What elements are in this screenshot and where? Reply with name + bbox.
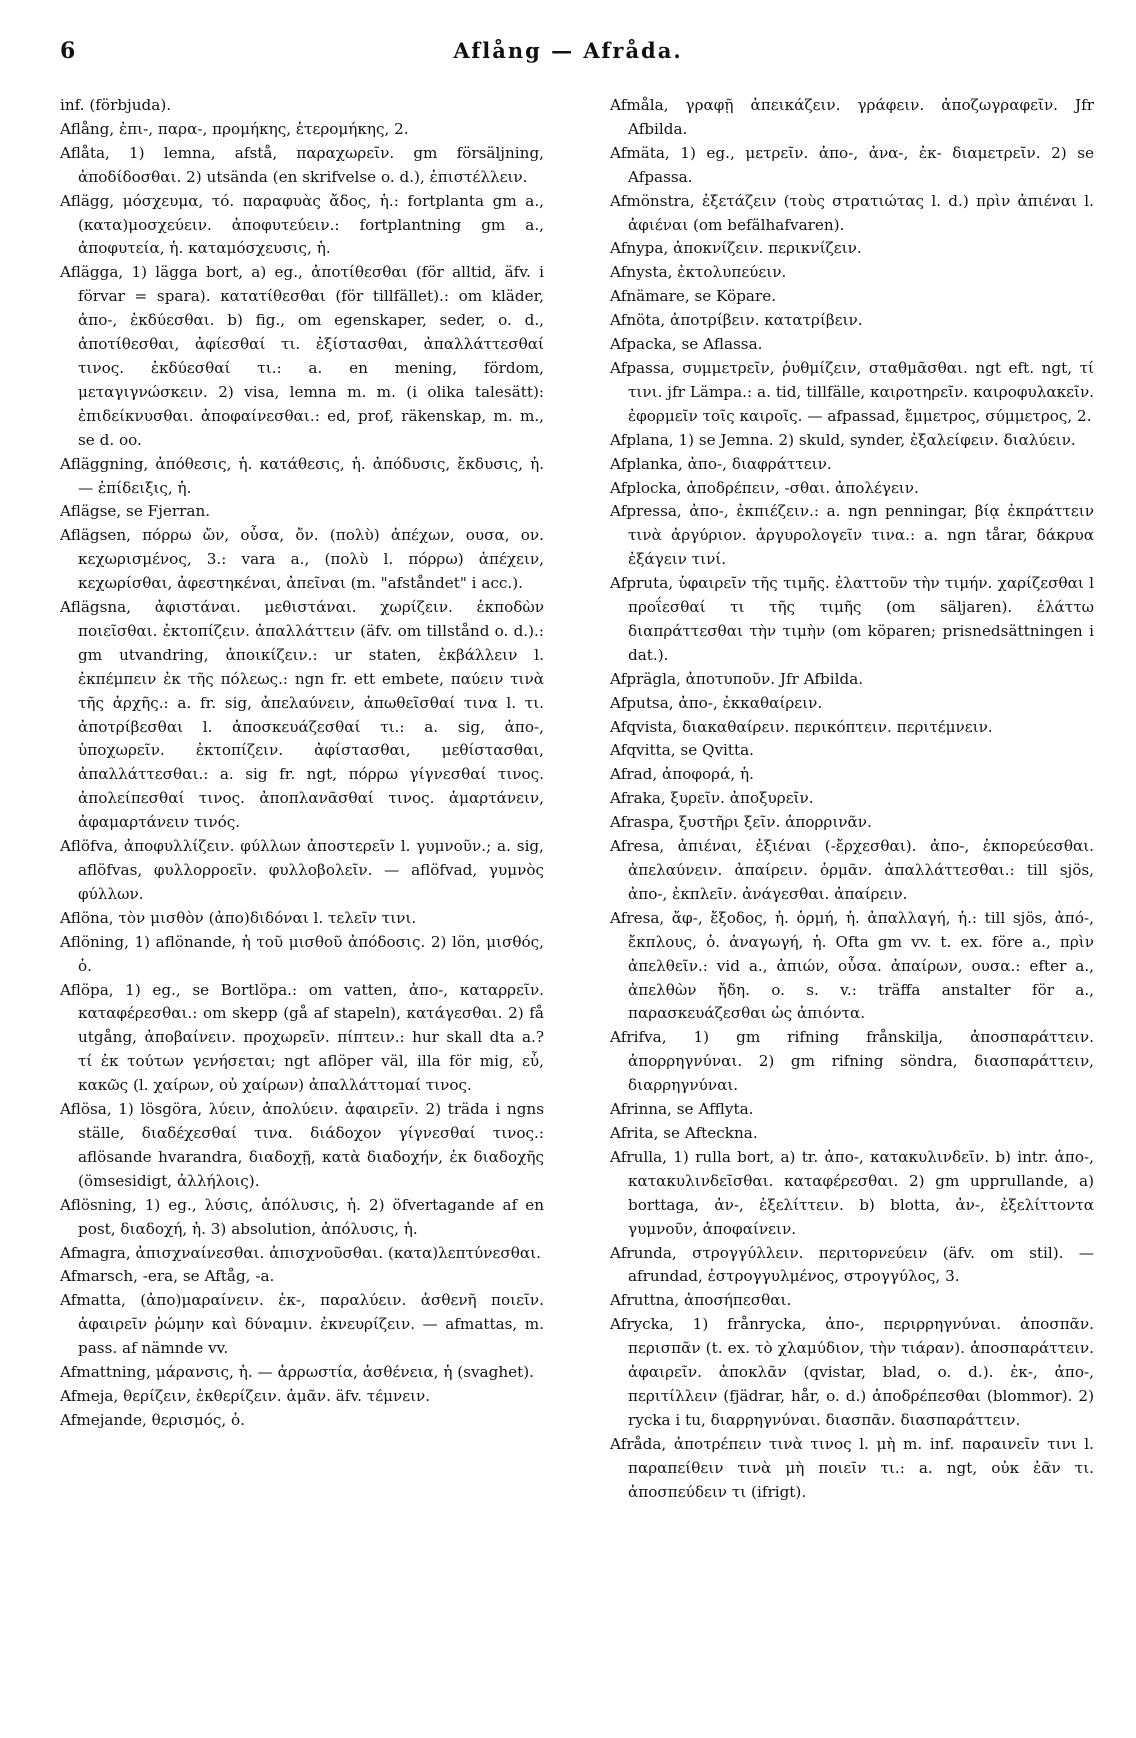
- page-number: 6: [60, 38, 76, 64]
- entry: Aflöfva, ἀποφυλλίζειν. φύλλων ἀποστερεῖν l. γυμνοῦν.; a. sig, aflöfvas, φυλλορροεῖν. φυλλοβολεῖν. — aflöfvad, γυμνὸς φύλλων.: [60, 837, 544, 903]
- entry: Afmattning, μάρανσις, ἡ. — ἀρρωστία, ἀσθένεια, ἡ (svaghet).: [60, 1363, 534, 1382]
- entry: Afqvitta, se Qvitta.: [610, 741, 754, 760]
- entry: Afnypa, ἀποκνίζειν. περικνίζειν.: [610, 239, 862, 258]
- entry: Afmarsch, -era, se Aftåg, -a.: [60, 1267, 275, 1286]
- left-column: [60, 94, 544, 1433]
- entry: Aflång, ἐπι-, παρα-, προμήκης, ἑτερομήκης, 2.: [60, 119, 409, 138]
- page-header: [60, 38, 1076, 68]
- entry: Afrad, ἀποφορά, ἡ.: [610, 765, 754, 784]
- entry: Afruttna, ἀποσήπεσθαι.: [610, 1291, 792, 1310]
- entry: Afmönstra, ἐξετάζειν (τοὺς στρατιώτας l. d.) πρὶν ἀπιέναι l. ἀφιέναι (om befälhafvaren).: [610, 191, 1094, 234]
- entry: Aflägsen, πόρρω ὤν, οὖσα, ὄν. (πολὺ) ἀπέχων, ουσα, ον. κεχωρισμένος, 3.: vara a., (πολὺ l. πόρρω) ἀπέχειν, κεχωρίσθαι, ἀφεστηκέναι, ἀπεῖναι (m. "afståndet" i acc.).: [60, 526, 544, 593]
- running-head: Aflång — Afråda.: [453, 38, 683, 63]
- entry: Afresa, ἀπιέναι, ἐξιέναι (-ἔρχεσθαι). ἀπο-, ἐκπορεύεσθαι. ἀπελαύνειν. ἀπαίρειν. ὁρμᾶν. ἀπαλλάττεσθαι.: till sjös, ἀπο-, ἐκπλεῖν. ἀνάγεσθαι. ἀπαίρειν.: [610, 837, 1094, 903]
- entry: Afmäta, 1) eg., μετρεῖν. ἀπο-, ἀνα-, ἐκ- διαμετρεῖν. 2) se Afpassa.: [610, 143, 1094, 186]
- entry: Aflåta, 1) lemna, afstå, παραχωρεῖν. gm försäljning, ἀποδίδοσθαι. 2) utsända (en skrifvelse o. d.), ἐπιστέλλειν.: [60, 143, 544, 186]
- entry: Afresa, ἄφ-, ἔξοδος, ἡ. ὁρμή, ἡ. ἀπαλλαγή, ἡ.: till sjös, ἀπό-, ἔκπλους, ὁ. ἀναγωγή, ἡ. Ofta gm vv. t. ex. före a., πρὶν ἀπελθεῖν.: vid a., ἀπιών, οὖσα. ἀπαίρων, ουσα.: efter a., ἀπελθὼν ἤδη. o. s. v.: träffa anstalter för a., παρασκευάζεσθαι ὡς ἀπιόντα.: [610, 908, 1094, 1023]
- entry: Afplanka, ἀπο-, διαφράττειν.: [610, 454, 832, 473]
- entry: Afpruta, ὑφαιρεῖν τῆς τιμῆς. ἐλαττοῦν τὴν τιμήν. χαρίζεσθαι l προΐεσθαί τι τῆς τιμῆς (om säljaren). ἐλάττω διαπράττεσθαι τὴν τιμὴν (om köparen; prisnedsättningen i dat.).: [610, 574, 1094, 664]
- entry: Afnysta, ἐκτολυπεύειν.: [610, 263, 787, 282]
- entry: Afnöta, ἀποτρίβειν. κατατρίβειν.: [610, 311, 863, 330]
- entry: Afplana, 1) se Jemna. 2) skuld, synder, ἐξαλείφειν. διαλύειν.: [610, 430, 1076, 449]
- entry: Afmagra, ἀπισχναίνεσθαι. ἀπισχνοῦσθαι. (κατα)λεπτύνεσθαι.: [60, 1243, 541, 1262]
- entry: Afmatta, (ἀπο)μαραίνειν. ἐκ-, παραλύειν. ἀσθενῆ ποιεῖν. ἀφαιρεῖν ῥώμην καὶ δύναμιν. ἐκνευρίζειν. — afmattas, m. pass. af nämnde vv.: [60, 1291, 544, 1358]
- entry: Afrifva, 1) gm rifning frånskilja, ἀποσπαράττειν. ἀπορρηγνύναι. 2) gm rifning söndra, διασπαράττειν, διαρρηγνύναι.: [610, 1028, 1094, 1095]
- entry: inf. (förbjuda).: [60, 96, 172, 114]
- entry: Aflösa, 1) lösgöra, λύειν, ἀπολύειν. ἀφαιρεῖν. 2) träda i ngns ställe, διαδέχεσθαί τινα. διάδοχον γίγνεσθαί τινος.: aflösande hvarandra, διαδοχῇ, κατὰ διαδοχήν, ἐκ διαδοχῆς (ömsesidigt, ἀλλήλοις).: [60, 1100, 544, 1190]
- entry: Afraka, ξυρεῖν. ἀποξυρεῖν.: [610, 789, 814, 808]
- entry: Afläggning, ἀπόθεσις, ἡ. κατάθεσις, ἡ. ἀπόδυσις, ἔκδυσις, ἡ. — ἐπίδειξις, ἡ.: [60, 454, 544, 497]
- entry: Aflöna, τὸν μισθὸν (ἀπο)διδόναι l. τελεῖν τινι.: [60, 908, 417, 927]
- entry: Aflägga, 1) lägga bort, a) eg., ἀποτίθεσθαι (för alltid, äfv. i förvar = spara). κατατίθεσθαι (för tillfället).: om kläder, ἀπο-, ἐκδύεσθαι. b) fig., om egenskaper, seder, o. d., ἀποτίθεσθαι, ἀφίεσθαί τι. ἐξίστασθαι, ἀπαλλάττεσθαί τινος. ἐκδύεσθαί τι.: a. en mening, fördom, μεταγιγνώσκειν. 2) visa, lemna m. m. (i olika talesätt): ἐπιδείκνυσθαι. ἀποφαίνεσθαι.: ed, prof, räkenskap, m. m., se d. oo.: [60, 263, 544, 449]
- entry: Afrunda, στρογγύλλειν. περιτορνεύειν (äfv. om stil). — afrundad, ἐστρογγυλμένος, στρογγύλος, 3.: [610, 1243, 1094, 1286]
- entry: Afqvista, διακαθαίρειν. περικόπτειν. περιτέμνειν.: [610, 717, 993, 736]
- entry: Afpassa, συμμετρεῖν, ῥυθμίζειν, σταθμᾶσθαι. ngt eft. ngt, τί τινι. jfr Lämpa.: a. tid, tillfälle, καιροτηρεῖν. καιροφυλακεῖν. ἐφορμεῖν τοῖς καιροῖς. — afpassad, ἔμμετρος, σύμμετρος, 2.: [610, 358, 1094, 425]
- entry: Afmåla, γραφῇ ἀπεικάζειν. γράφειν. ἀποζωγραφεῖν. Jfr Afbilda.: [610, 96, 1094, 138]
- entry: Afpacka, se Aflassa.: [610, 335, 763, 354]
- entry: Aflägsna, ἀφιστάναι. μεθιστάναι. χωρίζειν. ἐκποδὼν ποιεῖσθαι. ἐκτοπίζειν. ἀπαλλάττειν (äfv. om tillstånd o. d.).: gm utvandring, ἀποικίζειν.: ur staten, ἐκβάλλειν l. ἐκπέμπειν ἐκ τῆς πόλεως.: ngn fr. ett embete, παύειν τινὰ τῆς ἀρχῆς.: a. fr. sig, ἀπελαύνειν, ἀπωθεῖσθαί τινα l. τι. ἀποτρίβεσθαι l. ἀποσκευάζεσθαί τι.: a. sig, ἀπο-, ὑποχωρεῖν. ἐκτοπίζειν. ἀφίστασθαι, μεθίστασθαι, ἀπαλλάττεσθαι.: a. sig fr. ngt, πόρρω γίγνεσθαί τινος. ἀπολείπεσθαί τινος. ἀποπλανᾶσθαί τινος. ἁμαρτάνειν, ἀφαμαρτάνειν τινός.: [60, 598, 544, 832]
- entry: Aflösning, 1) eg., λύσις, ἀπόλυσις, ἡ. 2) öfvertagande af en post, διαδοχή, ἡ. 3) absolution, ἀπόλυσις, ἡ.: [60, 1195, 544, 1238]
- entry: Afrulla, 1) rulla bort, a) tr. ἀπο-, κατακυλινδεῖν. b) intr. ἀπο-, κατακυλινδεῖσθαι. καταφέρεσθαι. 2) gm upprullande, a) borttaga, ἀν-, ἐξελίττειν. b) blotta, ἀν-, ἐξελίττοντα γυμνοῦν, ἀποφαίνειν.: [610, 1147, 1094, 1238]
- entry: Afmejande, θερισμός, ὁ.: [60, 1410, 246, 1429]
- entry: Afmeja, θερίζειν, ἐκθερίζειν. ἀμᾶν. äfv. τέμνειν.: [60, 1386, 431, 1405]
- entry: Afprägla, ἀποτυποῦν. Jfr Afbilda.: [610, 669, 864, 688]
- right-column: [610, 94, 1094, 1504]
- entry: Afrycka, 1) frånrycka, ἀπο-, περιρρηγνύναι. ἀποσπᾶν. περισπᾶν (t. ex. τὸ χλαμύδιον, τὴν τιάραν). ἀποσπαράττειν. ἀφαιρεῖν. ἀποκλᾶν (qvistar, blad, o. d.). ἐκ-, ἀπο-, περιτίλλειν (fjädrar, hår, o. d.) ἀποδρέπεσθαι (blommor). 2) rycka i tu, διαρρηγνύναι. διασπᾶν. διασπαράττειν.: [610, 1315, 1094, 1429]
- entry: Aflöning, 1) aflönande, ἡ τοῦ μισθοῦ ἀπόδοσις. 2) lön, μισθός, ὁ.: [60, 932, 544, 975]
- entry: Afnämare, se Köpare.: [610, 287, 777, 306]
- entry: Afplocka, ἀποδρέπειν, -σθαι. ἀπολέγειν.: [610, 478, 919, 497]
- entry: Aflägse, se Fjerran.: [60, 502, 211, 521]
- entry: Afpressa, ἀπο-, ἐκπιέζειν.: a. ngn penningar, βίᾳ ἐκπράττειν τινὰ ἀργύριον. ἀργυρολογεῖν τινα.: a. ngn tårar, δάκρυα ἐξάγειν τινί.: [610, 502, 1094, 569]
- entry: Aflägg, μόσχευμα, τό. παραφυὰς ἄδος, ἡ.: fortplanta gm a., (κατα)μοσχεύειν. ἀποφυτεύειν.: fortplantning gm a., ἀποφυτεία, ἡ. καταμόσχευσις, ἡ.: [60, 191, 544, 258]
- entry: Afrinna, se Afflyta.: [610, 1100, 754, 1119]
- entry: Afrita, se Afteckna.: [610, 1123, 758, 1142]
- entry: Afputsa, ἀπο-, ἐκκαθαίρειν.: [610, 693, 823, 712]
- entry: Aflöpa, 1) eg., se Bortlöpa.: om vatten, ἀπο-, καταρρεῖν. καταφέρεσθαι.: om skepp (gå af stapeln), κατάγεσθαι. 2) få utgång, ἀποβαίνειν. προχωρεῖν. πίπτειν.: hur skall dta a.? τί ἐκ τούτων γενήσεται; ngt aflöper väl, illa för mig, εὖ, κακῶς (l. χαίρων, οὐ χαίρων) ἀπαλλάττομαί τινος.: [60, 980, 544, 1095]
- entry: Afraspa, ξυστῆρι ξεῖν. ἀπορρινᾶν.: [610, 813, 872, 832]
- entry: Afråda, ἀποτρέπειν τινὰ τινος l. μὴ m. inf. παραινεῖν τινι l. παραπείθειν τινὰ μὴ ποιεῖν τι.: a. ngt, οὐκ ἐᾶν τι. ἀποσπεύδειν τι (ifrigt).: [610, 1434, 1094, 1501]
